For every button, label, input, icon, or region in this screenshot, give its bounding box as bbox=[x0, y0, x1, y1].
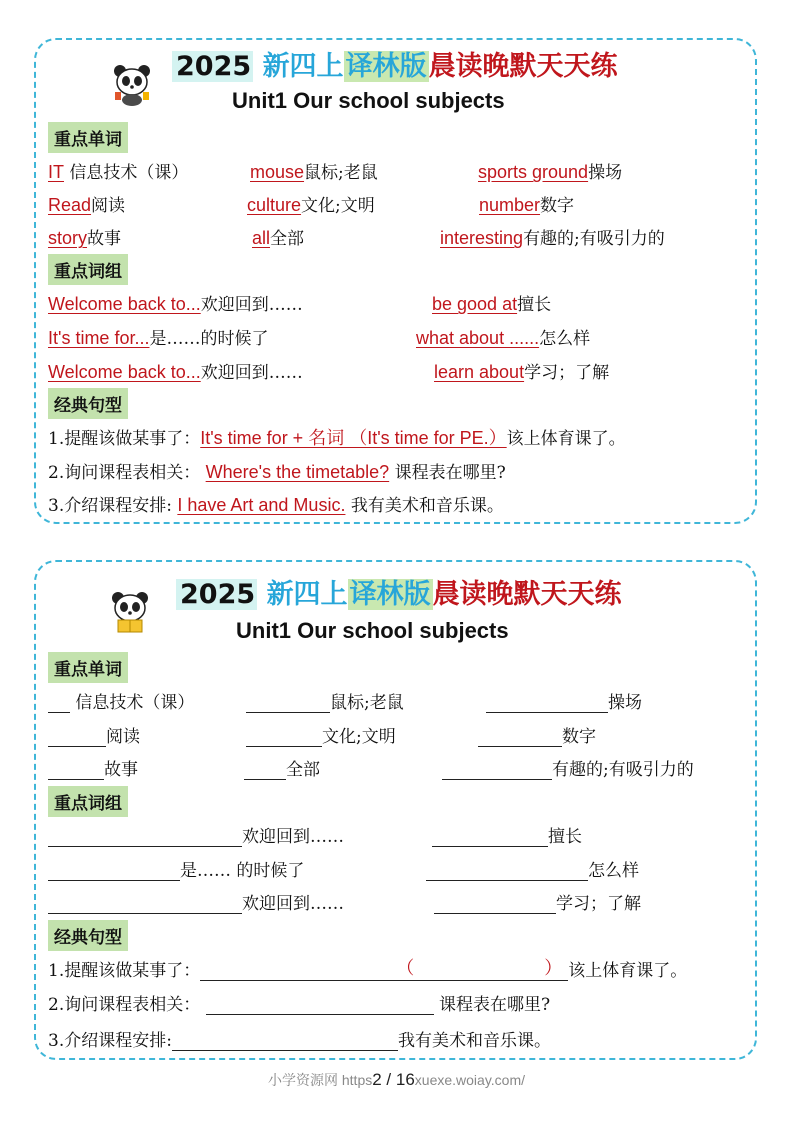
footer-url: xuexe.woiay.com/ bbox=[414, 1072, 526, 1088]
footer-site: 小学资源网 https bbox=[267, 1072, 373, 1088]
word-item: sports ground操场 bbox=[478, 162, 623, 183]
phrase-item: It's time for...是……的时候了 bbox=[48, 328, 269, 349]
word-blank: 数字 bbox=[478, 722, 596, 747]
page-number: 2 / 16 bbox=[372, 1070, 415, 1089]
worksheet-card-blank bbox=[34, 560, 757, 1060]
word-item: Read阅读 bbox=[48, 195, 126, 216]
sentence-item: 1.提醒该做某事了：It's time for + 名词 （It's time for PE.）该上体育课了。 bbox=[48, 428, 626, 449]
worksheet-card-answers bbox=[34, 38, 757, 524]
word-blank: 全部 bbox=[244, 755, 320, 780]
sentence-blank: 1.提醒该做某事了： （ ） 该上体育课了。 bbox=[48, 958, 688, 981]
word-item: IT 信息技术（课） bbox=[48, 162, 189, 183]
word-blank: 信息技术（课） bbox=[48, 688, 194, 713]
phrase-blank: 擅长 bbox=[432, 822, 582, 847]
phrase-blank: 怎么样 bbox=[426, 856, 639, 881]
word-blank: 文化;文明 bbox=[246, 722, 396, 747]
panda-reading-icon bbox=[108, 590, 152, 634]
word-blank: 阅读 bbox=[48, 722, 140, 747]
page-title: 2025 新四上译林版晨读晚默天天练 bbox=[172, 46, 618, 88]
word-blank: 故事 bbox=[48, 755, 138, 780]
phrase-item: Welcome back to...欢迎回到…… bbox=[48, 362, 303, 383]
section-key-phrases: 重点词组 bbox=[48, 254, 128, 285]
word-blank: 鼠标;老鼠 bbox=[246, 688, 404, 713]
section-key-words: 重点单词 bbox=[48, 122, 128, 153]
phrase-blank: 学习；了解 bbox=[434, 889, 641, 914]
phrase-item: Welcome back to...欢迎回到…… bbox=[48, 294, 303, 315]
sentence-blank: 2.询问课程表相关： 课程表在哪里? bbox=[48, 995, 551, 1015]
word-blank: 操场 bbox=[486, 688, 642, 713]
page-title: 2025 新四上译林版晨读晚默天天练 bbox=[176, 574, 622, 616]
phrase-item: what about ......怎么样 bbox=[416, 328, 591, 349]
section-key-phrases: 重点词组 bbox=[48, 786, 128, 817]
sentence-item: 3.介绍课程安排: I have Art and Music. 我有美术和音乐课。 bbox=[48, 495, 504, 516]
sentence-item: 2.询问课程表相关： Where's the timetable? 课程表在哪里? bbox=[48, 462, 506, 483]
word-item: story故事 bbox=[48, 228, 122, 249]
word-item: mouse鼠标;老鼠 bbox=[250, 162, 378, 183]
phrase-blank: 是…… 的时候了 bbox=[48, 856, 304, 881]
word-item: all全部 bbox=[252, 228, 305, 249]
phrase-item: be good at擅长 bbox=[432, 294, 552, 315]
phrase-blank: 欢迎回到…… bbox=[48, 889, 344, 914]
section-key-sentences: 经典句型 bbox=[48, 388, 128, 419]
word-item: culture文化;文明 bbox=[247, 195, 375, 216]
panda-mascot-icon bbox=[110, 62, 154, 106]
phrase-item: learn about学习；了解 bbox=[434, 362, 610, 383]
unit-title: Unit1 Our school subjects bbox=[236, 618, 509, 643]
word-item: number数字 bbox=[479, 195, 575, 216]
section-key-sentences: 经典句型 bbox=[48, 920, 128, 951]
phrase-blank: 欢迎回到…… bbox=[48, 822, 344, 847]
word-item: interesting有趣的;有吸引力的 bbox=[440, 228, 665, 249]
unit-title: Unit1 Our school subjects bbox=[232, 88, 505, 113]
sentence-blank: 3.介绍课程安排: 我有美术和音乐课。 bbox=[48, 1031, 551, 1051]
section-key-words: 重点单词 bbox=[48, 652, 128, 683]
word-blank: 有趣的;有吸引力的 bbox=[442, 755, 694, 780]
page-footer bbox=[0, 1070, 793, 1090]
